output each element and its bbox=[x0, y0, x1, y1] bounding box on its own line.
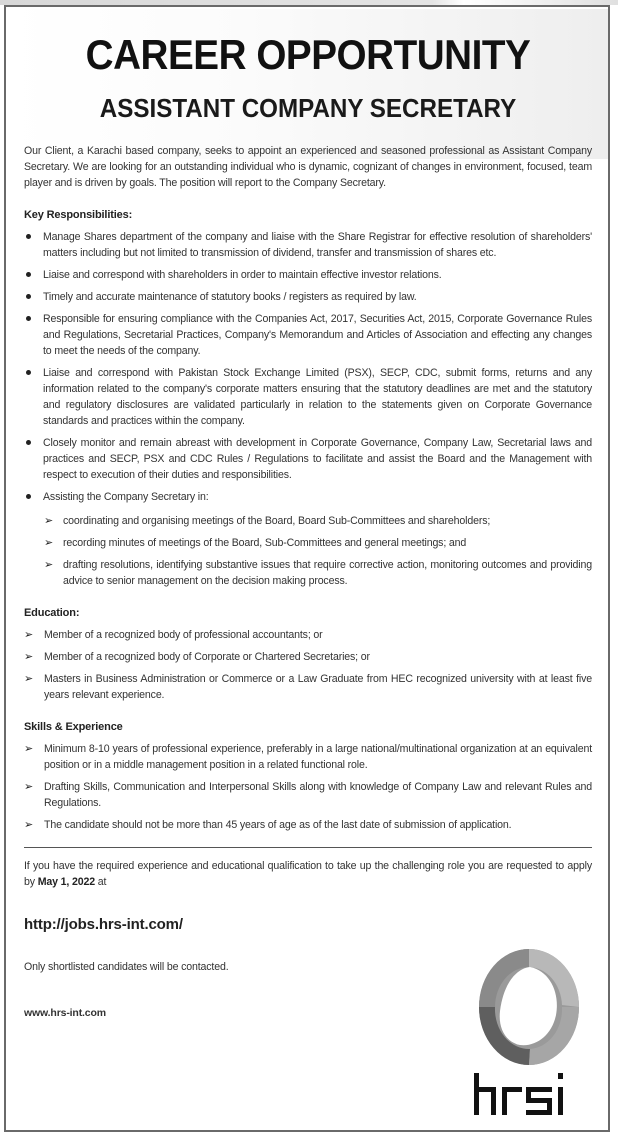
job-title: ASSISTANT COMPANY SECRETARY bbox=[99, 93, 517, 123]
arrow-bullet-icon: ➢ bbox=[24, 781, 34, 793]
bullet-dot-icon bbox=[26, 494, 31, 499]
bullet-dot-icon bbox=[26, 234, 31, 239]
skills-list bbox=[24, 741, 592, 833]
list-item: Closely monitor and remain abreast with development in Corporate Governance, Company Law, Secretarial laws and practices and SECP, PSX and CDC Rules / Regulations to facilitate and assist the Board and the Management with respect to execution of their duties and responsibilities. bbox=[24, 435, 592, 483]
bullet-dot-icon bbox=[26, 294, 31, 299]
assisting-sublist bbox=[43, 513, 592, 589]
list-item: Liaise and correspond with shareholders in order to maintain effective investor relations. bbox=[24, 267, 592, 283]
arrow-bullet-icon: ➢ bbox=[24, 819, 34, 831]
responsibilities-list bbox=[24, 229, 592, 589]
education-heading: Education: bbox=[24, 607, 80, 619]
list-item: Timely and accurate maintenance of statutory books / registers as required by law. bbox=[24, 289, 592, 305]
skills-heading: Skills & Experience bbox=[24, 721, 123, 733]
list-item: ➢ Masters in Business Administration or Commerce or a Law Graduate from HEC recognized university with at least five years relevant experience. bbox=[24, 673, 592, 701]
hrsi-logo bbox=[470, 945, 588, 1125]
list-item: Manage Shares department of the company and liaise with the Share Registrar for effective resolution of shareholders' matters including but not limited to transmission of dividend, transfer and transmission of shares etc. bbox=[24, 229, 592, 261]
list-item: ➢ Minimum 8-10 years of professional experience, preferably in a large national/multinational organization at an equivalent position or in a middle management position in a related functional role. bbox=[24, 743, 592, 771]
sub-list-item: ➢ coordinating and organising meetings of the Board, Board Sub-Committees and shareholders; bbox=[44, 515, 491, 527]
shortlist-note: Only shortlisted candidates will be contacted. bbox=[24, 961, 229, 973]
arrow-bullet-icon: ➢ bbox=[24, 743, 34, 755]
intro-paragraph: Our Client, a Karachi based company, seeks to appoint an experienced and seasoned professional as Assistant Company Secretary. We are looking for an outstanding individual who is dynamic, cognizant of changes in environment, focused, team player and is driven by goals. The position will report to the Company Secretary. bbox=[24, 145, 592, 189]
apply-url-link[interactable]: http://jobs.hrs-int.com/ bbox=[24, 916, 183, 933]
arrow-bullet-icon: ➢ bbox=[44, 559, 54, 571]
list-item: Assisting the Company Secretary in: ➢ coordinating and organising meetings of the Board, Board Sub-Committees and shareholders; ➢ recording minutes of meetings of the Board, Sub-Committees and general meetings; and ➢ drafting resolutions, identifying substantive issues that require corrective action, monitoring outcomes and providing advice to senior management on the decision making process. bbox=[24, 489, 592, 589]
ad-content bbox=[24, 143, 592, 1021]
list-item: ➢ Member of a recognized body of professional accountants; or bbox=[24, 629, 323, 641]
list-item: ➢ Drafting Skills, Communication and Interpersonal Skills along with knowledge of Company Law and relevant Rules and Regulations. bbox=[24, 781, 592, 809]
sub-list-item: ➢ drafting resolutions, identifying substantive issues that require corrective action, monitoring outcomes and providing advice to senior management on the decision making process. bbox=[44, 559, 592, 587]
bullet-dot-icon bbox=[26, 316, 31, 321]
list-item: Liaise and correspond with Pakistan Stock Exchange Limited (PSX), SECP, CDC, submit forms, returns and any information related to the company's corporate matters ensuring that the statutory deadlines are met and the statutory and regulatory disclosures are validated particularly in relation to the statements given on Corporate Governance standards and practices within the company. bbox=[24, 365, 592, 429]
arrow-bullet-icon: ➢ bbox=[24, 651, 34, 663]
page-title: CAREER OPPORTUNITY bbox=[85, 31, 531, 78]
apply-instructions: If you have the required experience and educational qualification to take up the challenging role you are requested to apply by May 1, 2022 at bbox=[24, 860, 592, 888]
header-banner bbox=[8, 9, 608, 159]
arrow-bullet-icon: ➢ bbox=[44, 537, 54, 549]
arrow-bullet-icon: ➢ bbox=[44, 515, 54, 527]
sub-list-item: ➢ recording minutes of meetings of the Board, Sub-Committees and general meetings; and bbox=[44, 537, 467, 549]
bullet-dot-icon bbox=[26, 272, 31, 277]
bullet-dot-icon bbox=[26, 370, 31, 375]
website-link[interactable]: www.hrs-int.com bbox=[24, 1007, 106, 1019]
list-item: ➢ Member of a recognized body of Corporate or Chartered Secretaries; or bbox=[24, 651, 370, 663]
hrsi-ring-logo-icon bbox=[470, 945, 588, 1125]
list-item: ➢ The candidate should not be more than 45 years of age as of the last date of submission of application. bbox=[24, 819, 512, 831]
arrow-bullet-icon: ➢ bbox=[24, 673, 34, 685]
section-divider bbox=[24, 847, 592, 848]
deadline-date: May 1, 2022 bbox=[37, 876, 95, 888]
education-list bbox=[24, 627, 592, 703]
bullet-dot-icon bbox=[26, 440, 31, 445]
list-item: Responsible for ensuring compliance with the Companies Act, 2017, Securities Act, 2015, Corporate Governance Rules and Regulations, Secretarial Practices, Company's Memorandum and Articles of Association and effecting any changes to meet the needs of the company. bbox=[24, 311, 592, 359]
arrow-bullet-icon: ➢ bbox=[24, 629, 34, 641]
responsibilities-heading: Key Responsibilities: bbox=[24, 209, 133, 221]
